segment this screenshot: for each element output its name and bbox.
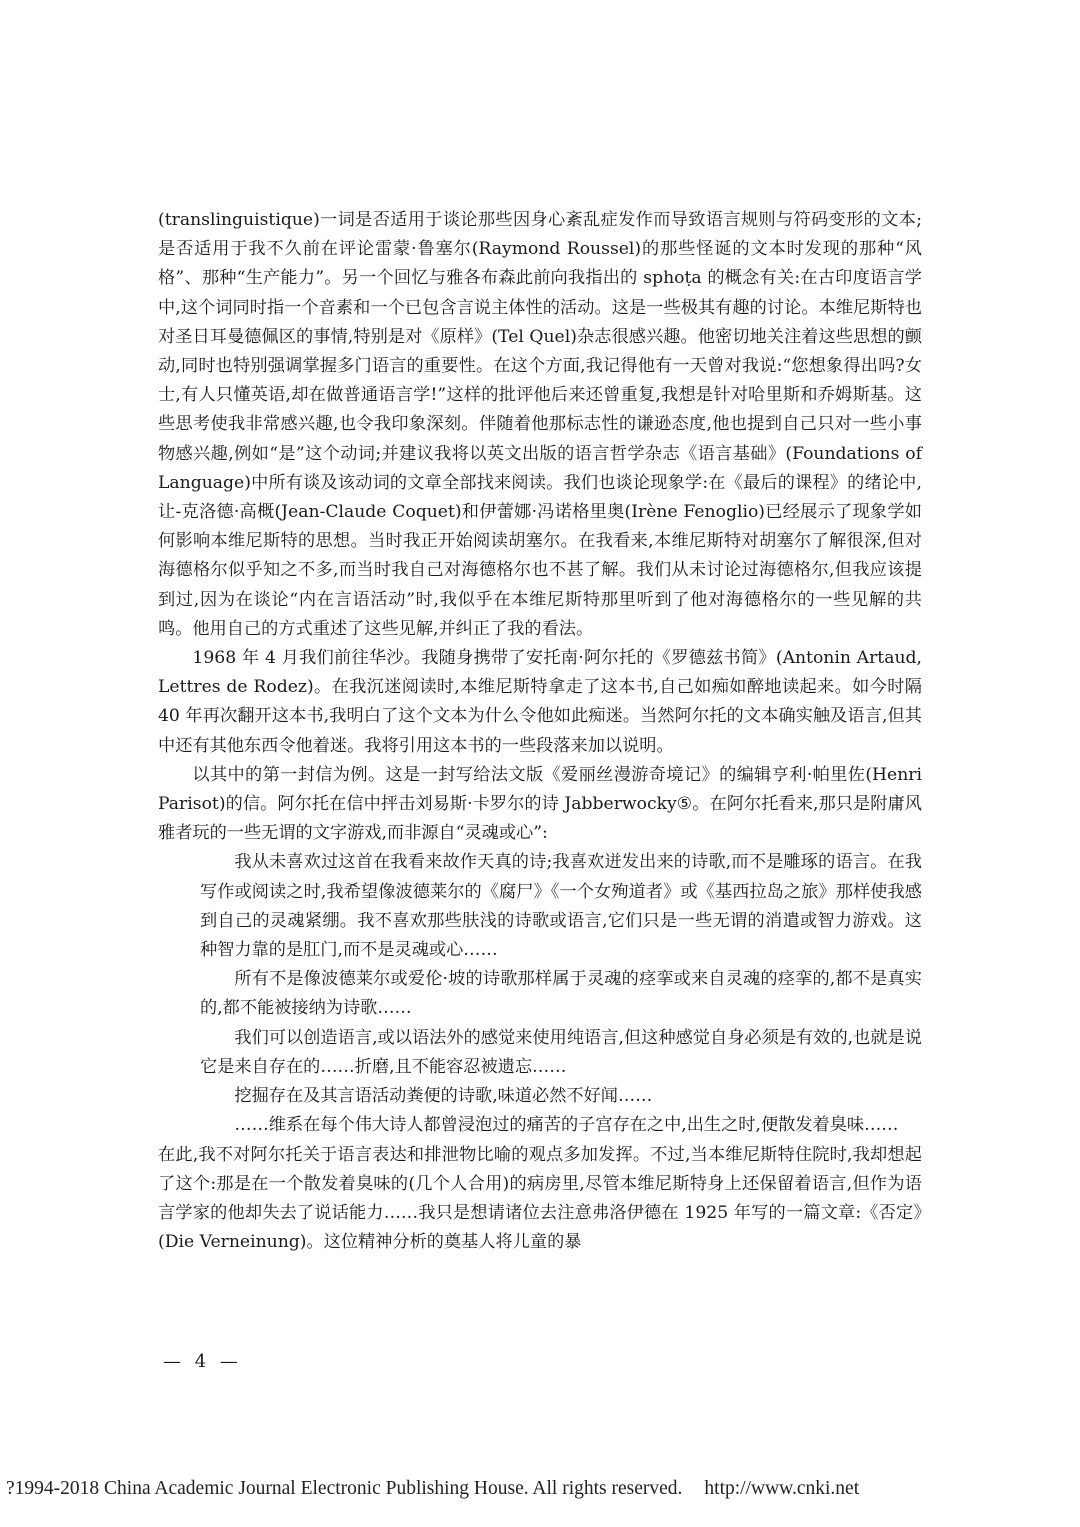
article-body <box>158 206 922 1257</box>
block-quote-4: 挖掘存在及其言语活动粪便的诗歌,味道必然不好闻…… <box>234 1086 653 1107</box>
block-quote-1: 我从未喜欢过这首在我看来故作天真的诗;我喜欢迸发出来的诗歌,而不是雕琢的语言。在我写作或阅读之时,我希望像波德莱尔的《腐尸》《一个女殉道者》或《基西拉岛之旅》那样使我感到自己的灵魂紧绷。我不喜欢那些肤浅的诗歌或语言,它们只是一些无谓的消遣或智力游戏。这种智力靠的是肛门,而不是灵魂或心…… <box>200 852 922 961</box>
paragraph-3: 以其中的第一封信为例。这是一封写给法文版《爱丽丝漫游奇境记》的编辑亨利·帕里佐(Henri Parisot)的信。阿尔托在信中抨击刘易斯·卡罗尔的诗 Jabberwocky⑤。在阿尔托看来,那只是附庸风雅者玩的一些无谓的文字游戏,而非源自“灵魂或心”: <box>158 764 922 844</box>
block-quote-3: 我们可以创造语言,或以语法外的感觉来使用纯语言,但这种感觉自身必须是有效的,也就是说它是来自存在的……折磨,且不能容忍被遗忘…… <box>200 1027 922 1077</box>
page-number: — 4 — <box>163 1351 242 1372</box>
paragraph-1: (translinguistique)一词是否适用于谈论那些因身心紊乱症发作而导致语言规则与符码变形的文本;是否适用于我不久前在评论雷蒙·鲁塞尔(Raymond Roussel)的那些怪诞的文本时发现的那种“风格”、那种“生产能力”。另一个回忆与雅各布森此前向我指出的 sphoṭa 的概念有关:在古印度语言学中,这个词同时指一个音素和一个已包含言说主体性的活动。这是一些极其有趣的讨论。本维尼斯特也对圣日耳曼德佩区的事情,特别是对《原样》(Tel Quel)杂志很感兴趣。他密切地关注着这些思想的颤动,同时也特别强调掌握多门语言的重要性。在这个方面,我记得他有一天曾对我说:“您想象得出吗?女士,有人只懂英语,却在做普通语言学!”这样的批评他后来还曾重复,我想是针对哈里斯和乔姆斯基。这些思考使我非常感兴趣,也令我印象深刻。伴随着他那标志性的谦逊态度,他也提到自己只对一些小事物感兴趣,例如“是”这个动词;并建议我将以英文出版的语言哲学杂志《语言基础》(Foundations of Language)中所有谈及该动词的文章全部找来阅读。我们也谈论现象学:在《最后的课程》的绪论中,让-克洛德·高概(Jean-Claude Coquet)和伊蕾娜·冯诺格里奥(Irène Fenoglio)已经展示了现象学如何影响本维尼斯特的思想。当时我正开始阅读胡塞尔。在我看来,本维尼斯特对胡塞尔了解很深,但对海德格尔似乎知之不多,而当时我自己对海德格尔也不甚了解。我们从未讨论过海德格尔,但我应该提到过,因为在谈论“内在言语活动”时,我似乎在本维尼斯特那里听到了他对海德格尔的一些见解的共鸣。他用自己的方式重述了这些见解,并纠正了我的看法。 <box>158 210 922 639</box>
footer-url: http://www.cnki.net <box>704 1478 860 1499</box>
block-quote-2: 所有不是像波德莱尔或爱伦·坡的诗歌那样属于灵魂的痉挛或来自灵魂的痉挛的,都不是真实的,都不能被接纳为诗歌…… <box>200 969 922 1019</box>
copyright-footer <box>6 1478 1076 1500</box>
paragraph-2: 1968 年 4 月我们前往华沙。我随身携带了安托南·阿尔托的《罗德兹书简》(Antonin Artaud, Lettres de Rodez)。在我沉迷阅读时,本维尼斯特拿走了这本书,自己如痴如醉地读起来。如今时隔 40 年再次翻开这本书,我明白了这个文本为什么令他如此痴迷。当然阿尔托的文本确实触及语言,但其中还有其他东西令他着迷。我将引用这本书的一些段落来加以说明。 <box>158 648 922 756</box>
paragraph-closing: 在此,我不对阿尔托关于语言表达和排泄物比喻的观点多加发挥。不过,当本维尼斯特住院时,我却想起了这个:那是在一个散发着臭味的(几个人合用)的病房里,尽管本维尼斯特身上还保留着语言,但作为语言学家的他却失去了说话能力……我只是想请诸位去注意弗洛伊德在 1925 年写的一篇文章:《否定》(Die Verneinung)。这位精神分析的奠基人将儿童的暴 <box>158 1144 922 1253</box>
copyright-notice: ?1994-2018 China Academic Journal Electronic Publishing House. All rights reserved. <box>6 1478 683 1499</box>
block-quote-5: ……维系在每个伟大诗人都曾浸泡过的痛苦的子宫存在之中,出生之时,便散发着臭味…… <box>234 1115 899 1136</box>
